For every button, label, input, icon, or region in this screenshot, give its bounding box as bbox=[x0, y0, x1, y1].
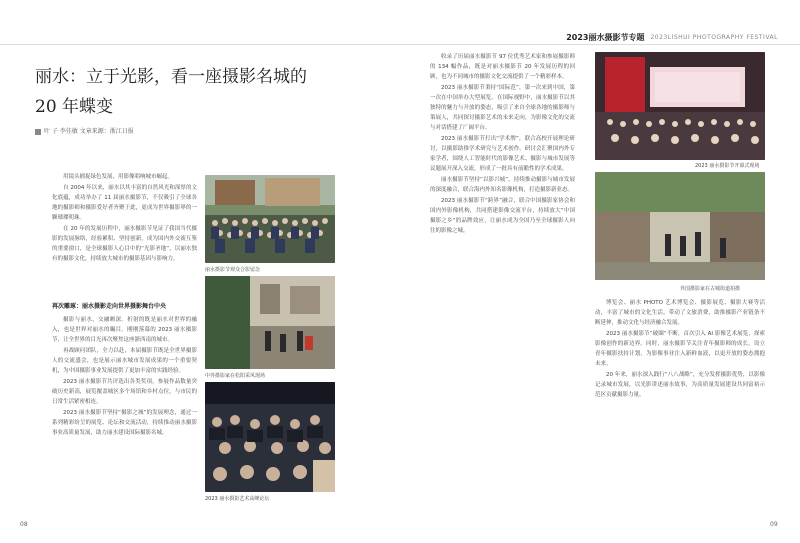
right-text-column-1 bbox=[430, 52, 575, 512]
paragraph: 2023 丽水摄影节坚持“摄影之城”的发展理念，通过一系列精彩纷呈的展览、论坛和交流活动，持续推动丽水摄影事业高质量发展，助力丽水建设国际摄影名城。 bbox=[52, 410, 197, 436]
right-text-column-2 bbox=[595, 298, 765, 513]
paragraph: 2023 丽水摄影节秉持“国际范”，第一次来到中国，第一次在中国举办大型展览。在国际视野中，丽水摄影节以其独特的魅力与开放的姿态，吸引了来自全球各地的摄影师与策展人，共同探讨摄影艺术的未来走向，为影像文化的交流与对话搭建了广阔平台。 bbox=[430, 85, 575, 131]
middle-text-column bbox=[52, 298, 197, 513]
photo-caption: 2023 丽水摄影艺术高峰论坛 bbox=[205, 496, 270, 502]
photo-caption: 2023 丽水摄影节开幕式现场 bbox=[695, 163, 760, 169]
paragraph: 在 20 年的发展历程中，丽水摄影节见证了我国当代摄影的发展脉络，经验累积、坚持创新，成为国内外交流互鉴的重要窗口，是全球摄影人心目中的“光影圣地”，以丽水独有的摄影文化，持续放大城市的摄影基因与影响力。 bbox=[52, 226, 197, 262]
paragraph: 2023 丽水摄影节共评选出各类奖项，参展作品数量突破历史新高，展览覆盖城区多个场馆和乡村点位，与市民的日常生活紧密相连。 bbox=[52, 379, 197, 405]
paragraph: 20 年来，丽水深入践行“八八战略”，充分发挥摄影优势，以影像记录城市发展，以光影讲述丽水故事，为高质量发展建设共同富裕示范区贡献摄影力量。 bbox=[595, 372, 765, 398]
headline-line-2: 20 年蝶变 bbox=[35, 97, 114, 117]
header-title: 2023丽水摄影节专题 bbox=[566, 32, 645, 42]
paragraph: 2023 丽水摄影节“跨界”融合，联合中国摄影家协会和国内外影像机构，共同搭建影像交流平台，持续放大“中国摄影之乡”的品牌效应，让丽水成为全国乃至全球摄影人向往的影像之城。 bbox=[430, 198, 575, 234]
photo-old-street bbox=[595, 172, 765, 280]
section-subheading: 再次雕琢：丽水摄影走向世界摄影舞台中央 bbox=[52, 303, 167, 310]
photo-forum bbox=[205, 382, 335, 492]
paragraph: 用镜头捕捉绿色发展，用影像唱响城市崛起。 bbox=[63, 174, 174, 180]
paragraph: 自 2004 年以来，丽水以其丰富的自然风光和深厚的文化底蕴，成功举办了 11 届丽水摄影节，不仅吸引了全球各地的摄影师和摄影爱好者齐聚于此，更成为世界摄影界的一颗璀璨明珠。 bbox=[52, 185, 197, 221]
article-headline bbox=[35, 62, 335, 122]
byline bbox=[35, 126, 335, 135]
paragraph: 2023 丽水摄影节“破圈”不断，首次引入 AI 影像艺术展览，探索影像创作的新边界。同时，丽水摄影节关注青年摄影师的成长，设立青年摄影扶持计划，为影像事业注入新鲜血液，以更开放的姿态拥抱未来。 bbox=[595, 331, 765, 367]
photo-group bbox=[205, 175, 335, 263]
paragraph: 收录了历届丽水摄影节 97 位优秀艺术家和参展摄影师的 134 幅作品，既是对丽水摄影节 20 年发展历程的回顾，也为不同城市的摄影文化交流提供了一个精彩样本。 bbox=[430, 54, 575, 80]
left-text-column bbox=[52, 172, 197, 290]
photo-ceremony bbox=[595, 52, 765, 160]
running-header bbox=[0, 30, 800, 44]
photo-caption: 丽水摄影节观众合影留念 bbox=[205, 267, 261, 273]
byline-text: 叶 子 李佳敏 文章来源：浙江日报 bbox=[44, 128, 134, 135]
header-rule bbox=[0, 44, 800, 45]
header-subtitle: 2023LISHUI PHOTOGRAPHY FESTIVAL bbox=[650, 33, 778, 41]
photo-street bbox=[205, 276, 335, 369]
paragraph: 摄影与丽水，交融颇深。折射的既是丽水对世界的融入，也是世界对丽水的瞩目。刚刚落幕的 2023 丽水摄影节，让全世界的目光再次聚焦这座浙西南的城市。 bbox=[52, 317, 197, 343]
paragraph: 丽水摄影节坚持“以影兴城”，持续推动摄影与城市发展的深度融合，联合海内外知名影像机构，打造摄影新业态。 bbox=[430, 177, 575, 193]
photo-caption: 中外摄影家在松阳采风现场 bbox=[205, 373, 266, 379]
paragraph: 2023 丽水摄影节打出“学术牌”，联合高校开展理论研讨，以摄影助推学术研究与艺术创作。研讨会汇聚国内外专家学者，围绕人工智能时代的影像艺术、摄影与城市发展等议题展开深入交流，形成了一批具有前瞻性的学术成果。 bbox=[430, 136, 575, 172]
byline-marker bbox=[35, 129, 41, 135]
photo-caption: 外国摄影家在古城街道拍摄 bbox=[680, 286, 741, 292]
headline-line-1: 丽水：立于光影，看一座摄影名城的 bbox=[35, 67, 307, 87]
page-number-right: 09 bbox=[770, 521, 778, 528]
page-number-left: 08 bbox=[20, 521, 28, 528]
paragraph: 博览会、丽水 PHOTO 艺术博览会、摄影展览、摄影大赛等活动，丰富了城市的文化生活，带动了文旅消费，助推摄影产业链条不断延伸，推动文化与经济融合发展。 bbox=[595, 300, 765, 326]
paragraph: 再战顾问团队，全力以赴，本届摄影节既是全世界摄影人的交流盛会，也是展示丽水城市发展成果的一个重要契机，为中国摄影事业发展提供了更加丰富的实践经验。 bbox=[52, 348, 197, 374]
